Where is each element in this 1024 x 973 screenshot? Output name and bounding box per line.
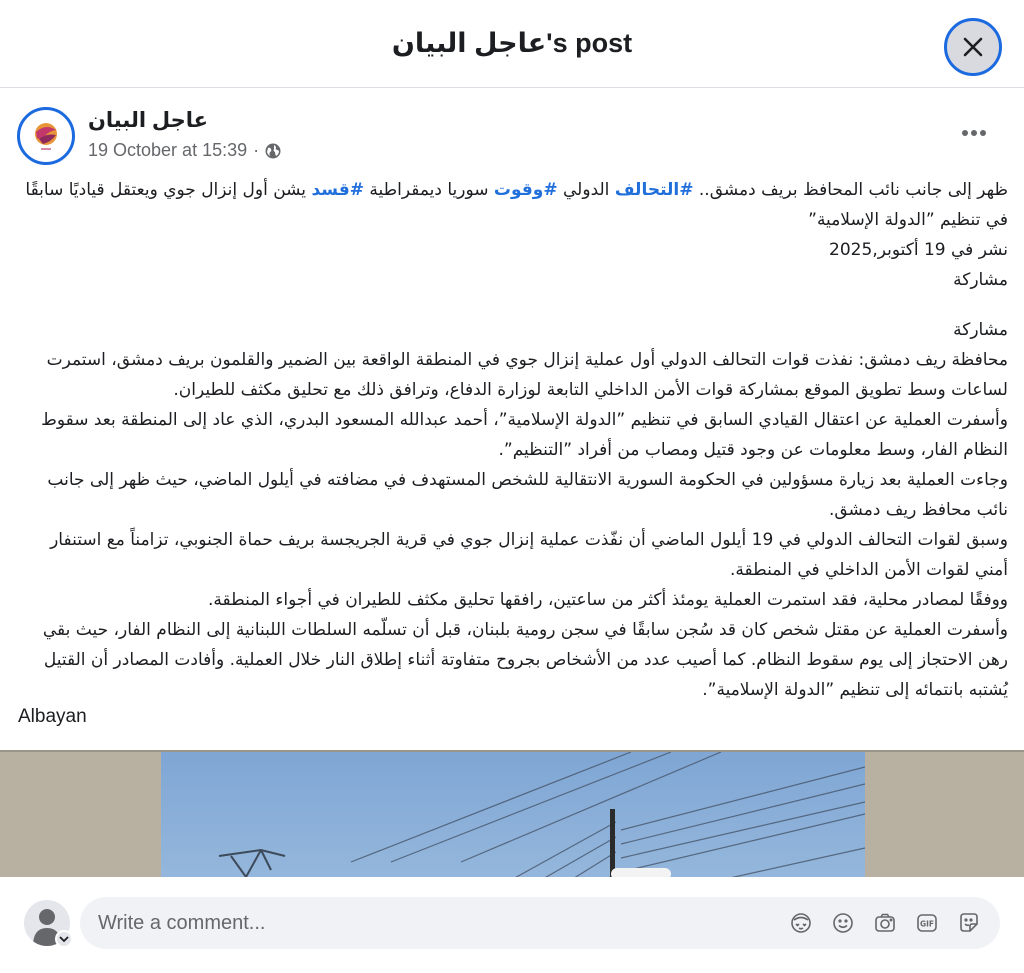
post-headline — [18, 175, 1008, 235]
hashtag-link[interactable]: #وقوت — [493, 180, 558, 200]
more-dot — [980, 130, 986, 136]
post-meta — [88, 140, 281, 161]
share-label: مشاركة — [953, 320, 1008, 340]
share-label: مشاركة — [953, 270, 1008, 290]
article-paragraph: وسبق لقوات التحالف الدولي في 19 أيلول الماضي أن نفّذت عملية إنزال جوي في قرية الجريجسة بريف حماة الجنوبي، تزامناً مع استنفار أمني لقوات الأمن الداخلي في المنطقة. — [50, 530, 1008, 580]
article-paragraph: ووفقًا لمصادر محلية، فقد استمرت العملية يومئذ أكثر من ساعتين، رافقها تحليق مكثف للطيران في أجواء المنطقة. — [208, 590, 1008, 610]
dialog-header — [0, 0, 1024, 88]
emoji-icon — [831, 911, 855, 935]
sticker-icon — [957, 911, 981, 935]
globe-icon[interactable] — [265, 143, 281, 159]
article-paragraph: محافظة ريف دمشق: نفذت قوات التحالف الدولي أول عملية إنزال جوي في المنطقة الواقعة بين الضمير والقلمون بريف دمشق، استمرت لساعات وسط تطويق الموقع بمشاركة قوات الأمن الداخلي التابعة لوزارة الدفاع، وترافق ذلك مع تحليق مكثف للطيران. — [46, 350, 1008, 400]
post-header — [0, 100, 1024, 170]
hashtag-link[interactable]: #قسد — [311, 180, 364, 200]
article-paragraph: وجاءت العملية بعد زيارة مسؤولين في الحكومة السورية الانتقالية للشخص المستهدف في مضافته في أيلول الماضي، حيث ظهر إلى جانب نائب محافظ ريف دمشق. — [47, 470, 1008, 520]
avatar-sticker-button[interactable] — [788, 909, 814, 937]
article-paragraph: وأسفرت العملية عن مقتل شخص كان قد سُجن سابقًا في سجن رومية بلبنان، قبل أن تسلّمه السلطات اللبنانية إلى النظام الفار، حيث بقي رهن الاحتجاز إلى يوم سقوط النظام. كما أصيب عدد من الأشخاص بجروح متفاوتة أثناء إطلاق النار خلال العملية. وأفادت المصادر أن القتيل يُشتبه بانتمائه إلى تنظيم ”الدولة الإسلامية”. — [42, 620, 1008, 700]
post-signature: Albayan — [18, 706, 87, 727]
meta-separator: · — [253, 140, 260, 160]
more-options-icon — [962, 130, 968, 136]
profile-switcher[interactable] — [55, 930, 73, 948]
page-logo-icon — [29, 119, 63, 153]
close-button[interactable] — [944, 18, 1002, 76]
post-photo[interactable] — [161, 752, 865, 880]
close-icon — [961, 35, 985, 59]
more-options-button[interactable] — [954, 120, 994, 146]
comment-input[interactable] — [98, 912, 778, 935]
camera-button[interactable] — [872, 909, 898, 937]
dialog-title: عاجل البيان's post — [391, 28, 633, 58]
headline-text: يشن أول إنزال جوي ويعتقل قياديًا سابقًا في تنظيم ”الدولة الإسلامية” — [25, 180, 1008, 230]
page-name[interactable]: عاجل البيان — [88, 109, 208, 132]
svg-text:GIF: GIF — [919, 919, 935, 929]
post-media[interactable] — [0, 750, 1024, 878]
emoji-button[interactable] — [830, 909, 856, 937]
headline-text: الدولي — [557, 180, 615, 200]
post-timestamp[interactable]: 19 October at 15:39 — [88, 140, 248, 160]
gif-icon — [915, 911, 939, 935]
more-dot — [971, 130, 977, 136]
hashtag-link[interactable]: #التحالف — [614, 180, 694, 200]
published-date: نشر في 19 أكتوبر,2025 — [829, 240, 1008, 260]
comment-composer — [0, 877, 1024, 973]
paragraph-gap — [18, 295, 1008, 315]
sticker-button[interactable] — [956, 909, 982, 937]
composer-actions — [788, 909, 982, 937]
chevron-down-icon — [59, 935, 69, 943]
gif-button[interactable] — [914, 909, 940, 937]
post-body — [18, 175, 1008, 705]
comment-box[interactable] — [80, 897, 1000, 949]
page-avatar[interactable] — [17, 107, 75, 165]
article-paragraph: وأسفرت العملية عن اعتقال القيادي السابق في تنظيم ”الدولة الإسلامية”، أحمد عبدالله المسعود البدري، الذي عاد إلى المنطقة بعد سقوط النظام الفار، وسط معلومات عن وجود قتيل ومصاب من أفراد ”التنظيم”. — [41, 410, 1008, 460]
camera-icon — [873, 911, 897, 935]
photo-scene — [161, 752, 865, 880]
avatar-sticker-icon — [789, 911, 813, 935]
headline-text: سوريا ديمقراطية — [363, 180, 494, 200]
headline-text: ظهر إلى جانب نائب المحافظ بريف دمشق.. — [693, 180, 1008, 200]
